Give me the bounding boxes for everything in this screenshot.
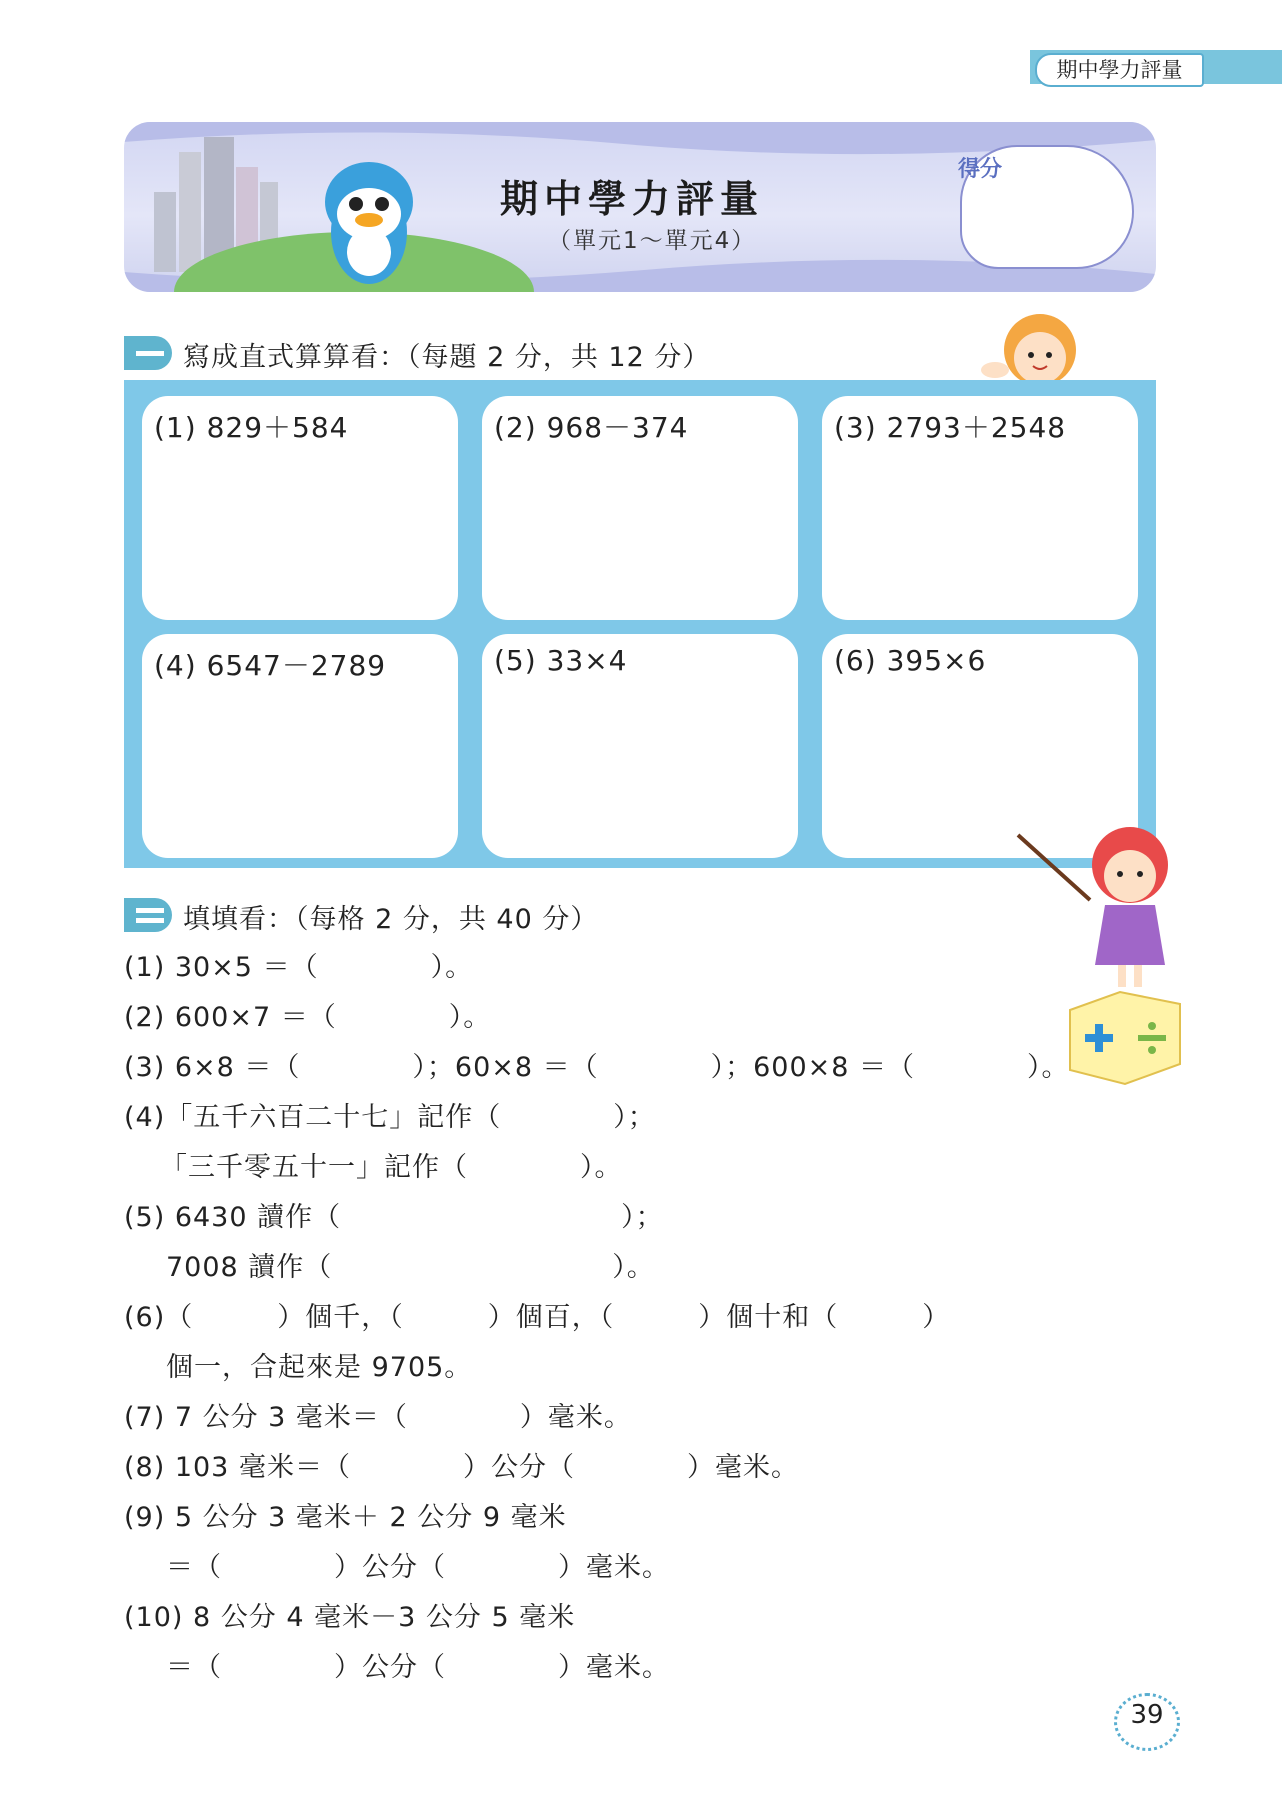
problem-box[interactable]	[822, 396, 1138, 620]
fill-line-7: (7) 7 公分 3 毫米＝（ ）毫米。	[124, 1402, 632, 1433]
problem-label: (3) 2793＋2548	[834, 411, 1067, 444]
section-1-badge	[124, 336, 172, 370]
fill-line-5b: 7008 讀作（ ）。	[166, 1252, 655, 1283]
problem-box[interactable]	[482, 634, 798, 858]
fill-line-9: (9) 5 公分 3 毫米＋ 2 公分 9 毫米	[124, 1502, 567, 1533]
problem-label: (6) 395×6	[834, 644, 987, 677]
girl-illustration-top	[975, 300, 1095, 390]
problem-box[interactable]	[142, 396, 458, 620]
fill-line-9b: ＝（ ）公分（ ）毫米。	[166, 1552, 670, 1583]
fill-line-3: (3) 6×8 ＝（ ）；60×8 ＝（ ）；600×8 ＝（ ）。	[124, 1052, 1070, 1083]
fill-line-1: (1) 30×5 ＝（ ）。	[124, 952, 474, 983]
section-1-title: 寫成直式算算看：（每題 2 分，共 12 分）	[183, 342, 711, 373]
fill-line-10b: ＝（ ）公分（ ）毫米。	[166, 1652, 670, 1683]
fill-line-6b: 個一，合起來是 9705。	[166, 1352, 473, 1383]
section-2-title: 填填看：（每格 2 分，共 40 分）	[183, 904, 599, 935]
fill-line-6: (6)（ ）個千，（ ）個百，（ ）個十和（ ）	[124, 1302, 951, 1333]
fill-line-10: (10) 8 公分 4 毫米－3 公分 5 毫米	[124, 1602, 576, 1633]
page-title: 期中學力評量	[500, 177, 765, 221]
problem-label: (1) 829＋584	[154, 411, 349, 444]
fill-line-2: (2) 600×7 ＝（ ）。	[124, 1002, 492, 1033]
problem-label: (2) 968－374	[494, 411, 689, 444]
problem-label: (5) 33×4	[494, 644, 628, 677]
score-label: 得分	[958, 157, 1003, 182]
problem-box[interactable]	[482, 396, 798, 620]
fill-line-4b: 「三千零五十一」記作（ ）。	[160, 1152, 623, 1183]
problem-label: (4) 6547－2789	[154, 649, 387, 682]
header-tab: 期中學力評量	[1035, 53, 1204, 87]
page-subtitle: （單元1～單元4）	[548, 228, 757, 254]
problem-box[interactable]	[142, 634, 458, 858]
page-number: 39	[1130, 1700, 1164, 1730]
fill-line-5: (5) 6430 讀作（ ）；	[124, 1202, 664, 1233]
fill-line-8: (8) 103 毫米＝（ ）公分（ ）毫米。	[124, 1452, 799, 1483]
fill-line-4: (4)「五千六百二十七」記作（ ）；	[124, 1102, 656, 1133]
section-2-badge	[124, 898, 172, 932]
